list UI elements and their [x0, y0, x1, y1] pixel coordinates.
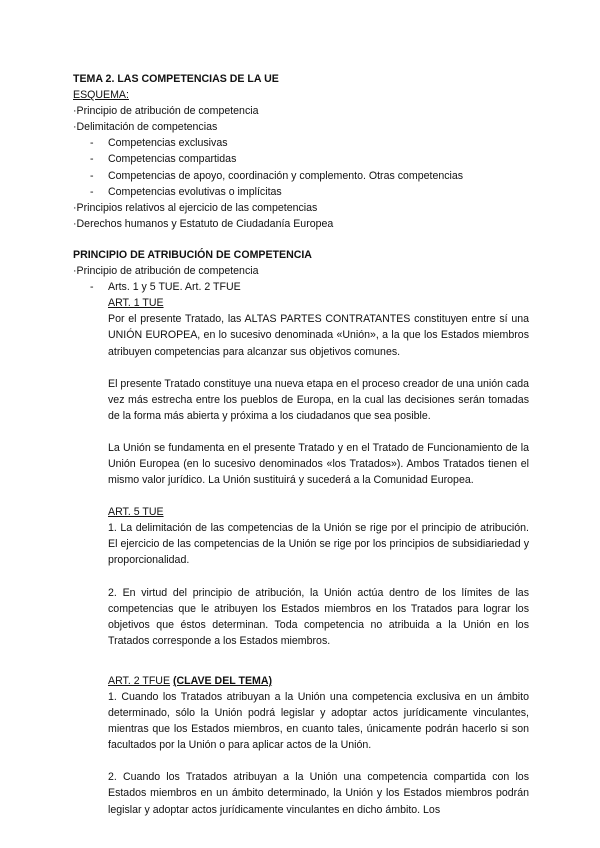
outline-sub-item-text: Competencias de apoyo, coordinación y complemento. Otras competencias: [108, 169, 464, 182]
article-paragraph: La Unión se fundamenta en el presente Tratado y en el Tratado de Funcionamiento de la Unión Europea (en lo sucesivo denominados «los Tratados»). Ambos Tratados tienen el mismo valor jurídico. La Unión sustituirá y sucederá a la Comunidad Europea.: [108, 441, 529, 487]
outline-item: ·Derechos humanos y Estatuto de Ciudadanía Europea: [73, 217, 334, 230]
dash-bullet: -: [90, 153, 94, 166]
document-title: TEMA 2. LAS COMPETENCIAS DE LA UE: [73, 73, 279, 85]
outline-sub-item: [73, 168, 529, 184]
section-item: ·Principio de atribución de competencia: [73, 265, 259, 278]
article-block-art5: [73, 504, 529, 649]
article-label: ART. 5 TUE: [108, 506, 164, 519]
article-block-art1: [73, 295, 529, 488]
section-sub-item-text: Arts. 1 y 5 TUE. Art. 2 TFUE: [108, 281, 241, 294]
article-paragraph: 2. Cuando los Tratados atribuyan a la Unión una competencia compartida con los Estados miembros en un ámbito determinado, la Unión y los Estados miembros podrán legislar y adoptar actos jurídicamente vinculantes en dicho ámbito. Los: [108, 771, 529, 816]
outline-item: ·Delimitación de competencias: [73, 121, 218, 134]
outline-heading: ESQUEMA:: [73, 89, 129, 102]
article-label: ART. 2 TFUE: [108, 674, 171, 687]
outline-sub-item-text: Competencias evolutivas o implícitas: [108, 185, 282, 198]
dash-bullet: -: [90, 185, 94, 198]
section-heading: PRINCIPIO DE ATRIBUCIÓN DE COMPETENCIA: [73, 248, 312, 261]
dash-bullet: -: [90, 137, 94, 150]
article-paragraph: El presente Tratado constituye una nueva etapa en el proceso creador de una unión cada vez más estrecha entre los pueblos de Europa, en la cual las decisiones serán tomadas de la forma más abierta y próxima a los ciudadanos que sea posible.: [108, 377, 529, 422]
article-paragraph: 1. Cuando los Tratados atribuyan a la Unión una competencia exclusiva en un ámbito determinado, sólo la Unión podrá legislar y adoptar actos jurídicamente vinculantes, mientras que los Estados miembros, en cuanto tales, únicamente podrán hacerlo si son facultados por la Unión o para aplicar actos de la Unión.: [108, 691, 529, 752]
article-label: ART. 1 TUE: [108, 297, 164, 310]
dash-bullet: -: [90, 169, 94, 182]
outline-sub-item: [73, 135, 529, 151]
article-paragraph: 2. En virtud del principio de atribución, la Unión actúa dentro de los límites de las competencias que le atribuyen los Estados miembros en los Tratados para lograr los objetivos que éstos determinan. Toda competencia no atribuida a la Unión en los Tratados corresponde a los Estados miembros.: [108, 586, 529, 647]
outline-item: ·Principio de atribución de competencia: [73, 105, 259, 118]
article-paragraph: 1. La delimitación de las competencias de la Unión se rige por el principio de atribución. El ejercicio de las competencias de la Unión se rige por los principios de subsidiariedad y proporcionalidad.: [108, 522, 529, 567]
article-paragraph: Por el presente Tratado, las ALTAS PARTES CONTRATANTES constituyen entre sí una UNIÓN EUROPEA, en lo sucesivo denominada «Unión», a la que los Estados miembros atribuyen competencias para alcanzar sus objetivos comunes.: [108, 313, 529, 358]
spacer: [73, 649, 529, 673]
article-key-label: (CLAVE DEL TEMA): [172, 674, 273, 687]
outline-sub-item: [73, 151, 529, 167]
outline-sub-item-text: Competencias compartidas: [108, 153, 237, 166]
document-page: [73, 71, 529, 818]
dash-bullet: -: [90, 281, 94, 294]
outline-sub-item-text: Competencias exclusivas: [108, 137, 228, 150]
article-block-art2: [73, 673, 529, 818]
section-sub-item: [73, 279, 529, 295]
outline-sub-item: [73, 184, 529, 200]
article-label-row: [108, 673, 529, 689]
outline-item: ·Principios relativos al ejercicio de las competencias: [73, 201, 318, 214]
